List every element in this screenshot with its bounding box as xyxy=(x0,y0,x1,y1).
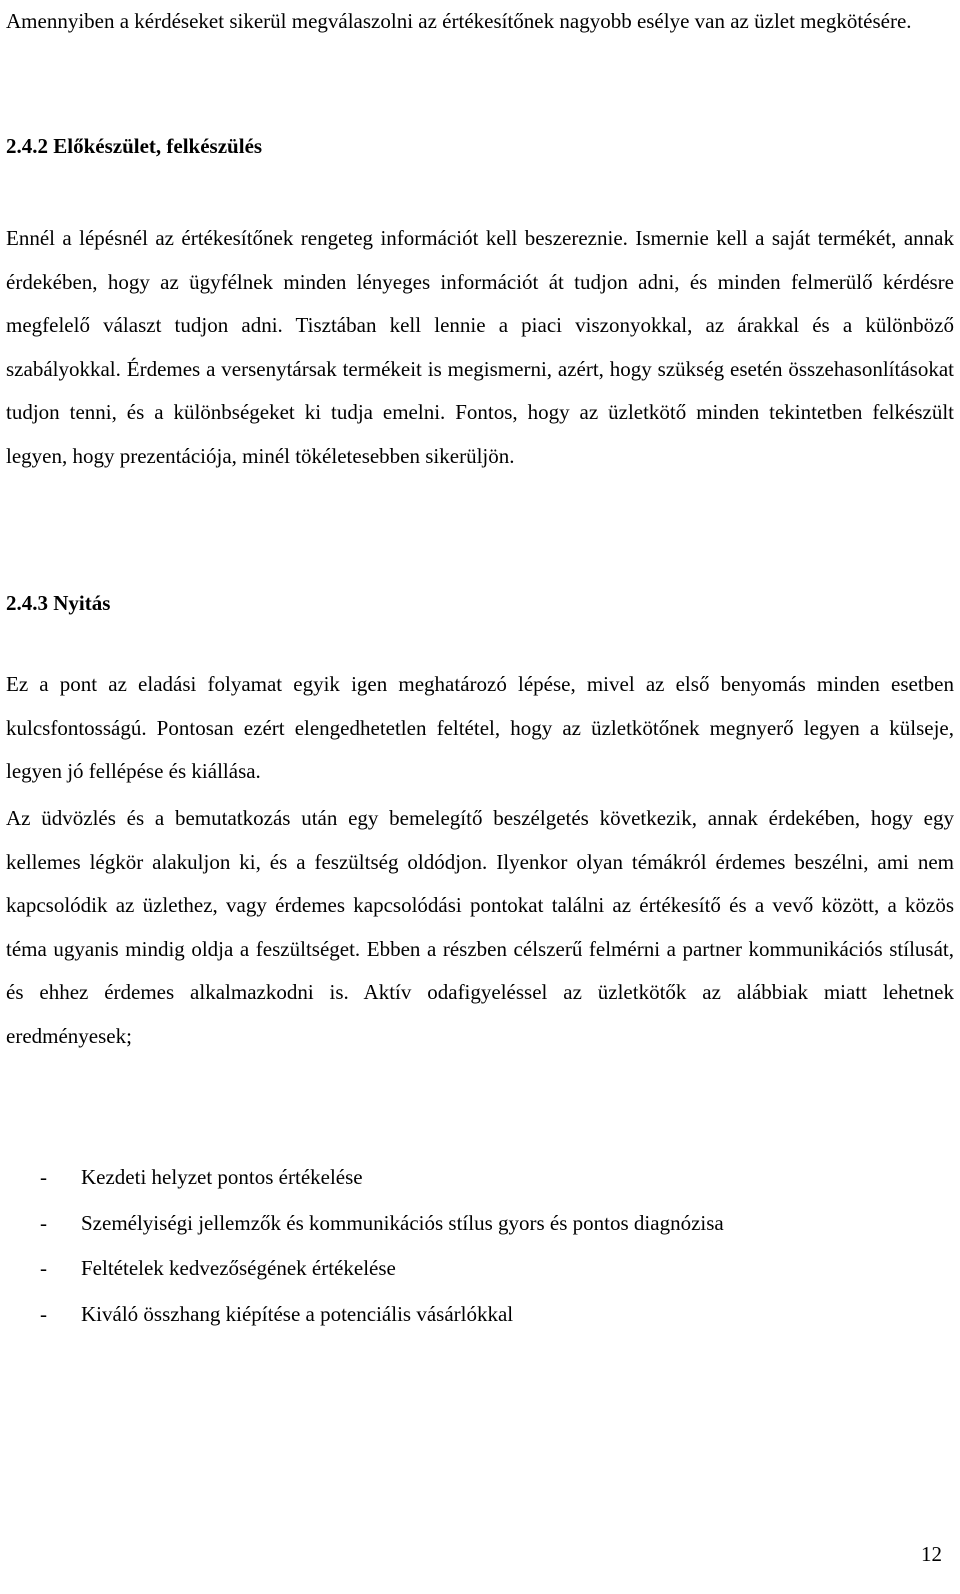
page-number: 12 xyxy=(921,1542,942,1566)
list-item-text: Kiváló összhang kiépítése a potenciális vásárlókkal xyxy=(81,1301,514,1326)
section-heading-opening: 2.4.3 Nyitás xyxy=(6,591,111,615)
opening-paragraph-1: Ez a pont az eladási folyamat egyik igen meghatározó lépése, mivel az első benyomás minden esetben kulcsfontosságú. Pontosan ezért elengedhetetlen feltétel, hogy az üzletkötőnek megnyerő legyen a külseje, legyen jó fellépése és kiállása. xyxy=(6,672,954,783)
list-item xyxy=(6,1155,724,1201)
list-dash: - xyxy=(40,1165,47,1189)
list-item xyxy=(6,1246,724,1292)
list-dash: - xyxy=(40,1256,47,1280)
results-list xyxy=(6,1155,724,1337)
intro-paragraph: Amennyiben a kérdéseket sikerül megválaszolni az értékesítőnek nagyobb esélye van az üzlet megkötésére. xyxy=(6,9,912,33)
list-item-text: Feltételek kedvezőségének értékelése xyxy=(81,1256,396,1280)
list-item-text: Kezdeti helyzet pontos értékelése xyxy=(81,1165,363,1189)
opening-paragraph-2: Az üdvözlés és a bemutatkozás után egy bemelegítő beszélgetés következik, annak érdekében, hogy egy kellemes légkör alakuljon ki, és a feszültség oldódjon. Ilyenkor olyan témákról érdemes beszélni, ami nem kapcsolódik az üzlethez, vagy érdemes kapcsolódási pontokat találni az értékesítő és a vevő között, a közös téma ugyanis mindig oldja a feszültséget. Ebben a részben célszerű felmérni a partner kommunikációs stílusát, és ehhez érdemes alkalmazkodni is. Aktív odafigyeléssel az üzletkötők az alábbiak miatt lehetnek eredményesek; xyxy=(6,806,954,1048)
list-item xyxy=(6,1201,724,1247)
section-heading-preparation: 2.4.2 Előkészület, felkészülés xyxy=(6,134,263,158)
list-item xyxy=(6,1292,724,1338)
list-dash: - xyxy=(40,1210,47,1235)
list-item-text: Személyiségi jellemzők és kommunikációs stílus gyors és pontos diagnózisa xyxy=(81,1210,724,1235)
preparation-paragraph: Ennél a lépésnél az értékesítőnek rengeteg információt kell beszereznie. Ismernie kell a saját termékét, annak érdekében, hogy az ügyfélnek minden lényeges információt át tudjon adni, és minden felmerülő kérdésre megfelelő választ tudjon adni. Tisztában kell lennie a piaci viszonyokkal, az árakkal és a különböző szabályokkal. Érdemes a versenytársak termékeit is megismerni, azért, hogy szükség esetén összehasonlításokat tudjon tenni, és a különbségeket ki tudja emelni. Fontos, hogy az üzletkötő minden tekintetben felkészült legyen, hogy prezentációja, minél tökéletesebben sikerüljön. xyxy=(6,226,954,468)
list-dash: - xyxy=(40,1301,47,1326)
